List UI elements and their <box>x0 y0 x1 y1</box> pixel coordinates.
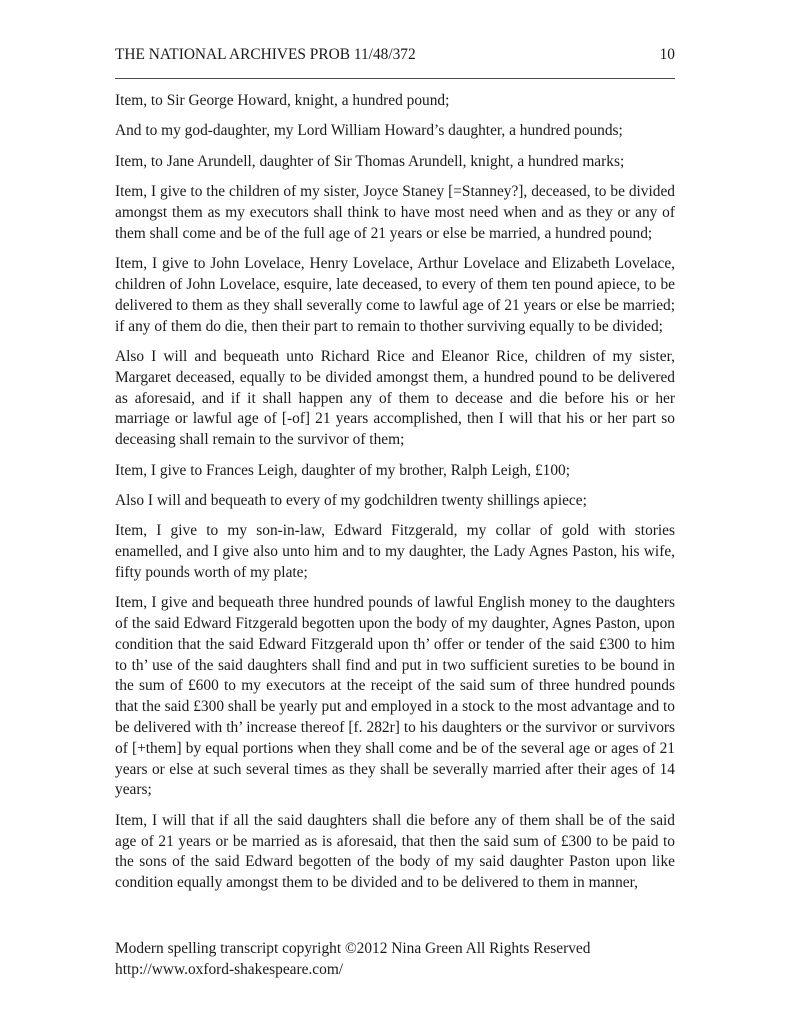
body-paragraph: Item, to Sir George Howard, knight, a hundred pound; <box>115 92 450 109</box>
text-column <box>115 0 675 904</box>
body-paragraph: Item, I give to my son-in-law, Edward Fitzgerald, my collar of gold with stories enamelled, and I give also unto him and to my daughter, the Lady Agnes Paston, his wife, fifty pounds worth of my plate; <box>115 522 675 581</box>
archive-reference: THE NATIONAL ARCHIVES PROB 11/48/372 <box>115 46 416 63</box>
body-paragraph: Also I will and bequeath unto Richard Rice and Eleanor Rice, children of my sister, Margaret deceased, equally to be divided amongst them, a hundred pound to be delivered as aforesaid, and if it shall happen any of them to decease and die before his or her marriage or lawful age of [-of] 21 years accomplished, then I will that his or her part so deceasing shall remain to the survivor of them; <box>115 347 675 449</box>
body-paragraph: Item, to Jane Arundell, daughter of Sir Thomas Arundell, knight, a hundred marks; <box>115 152 625 170</box>
footer-copyright: Modern spelling transcript copyright ©2012 Nina Green All Rights Reserved <box>115 940 591 957</box>
page-header <box>115 0 675 65</box>
body-paragraph: Item, I give and bequeath three hundred pounds of lawful English money to the daughters of the said Edward Fitzgerald begotten upon the body of my daughter, Agnes Paston, upon condition that the said Edward Fitzgerald upon th’ offer or tender of the said £300 to him to th’ use of the said daughters shall find and put in two sufficient sureties to be bound in the sum of £600 to my executors at the receipt of the said sum of three hundred pounds that the said £300 shall be yearly put and employed in a stock to the most advantage and to be delivered with th’ increase thereof [f. 282r] to his daughters or the survivor or survivors of [+them] by equal portions when they shall come and be of the several age or ages of 21 years or else at such several times as they shall be severally married after their ages of 14 years; <box>115 594 675 799</box>
body-paragraph: Also I will and bequeath to every of my godchildren twenty shillings apiece; <box>115 491 587 509</box>
body-paragraph: And to my god-daughter, my Lord William Howard’s daughter, a hundred pounds; <box>115 122 623 140</box>
body-paragraph: Item, I will that if all the said daughters shall die before any of them shall be of the said age of 21 years or be married as is aforesaid, that then the said sum of £300 to be paid to the sons of the said Edward begotten of the body of my said daughter Paston upon like condition equally amongst them to be divided and to be delivered to them in manner, <box>115 811 675 892</box>
document-body <box>115 91 675 894</box>
body-paragraph: Item, I give to John Lovelace, Henry Lovelace, Arthur Lovelace and Elizabeth Lovelace, children of John Lovelace, esquire, late deceased, to every of them ten pound apiece, to be delivered to them as they shall severally come to lawful age of 21 years or else be married; if any of them do die, then their part to remain to thother surviving equally to be divided; <box>115 255 675 335</box>
page-footer <box>115 938 675 980</box>
body-paragraph: Item, I give to the children of my sister, Joyce Staney [=Stanney?], deceased, to be divided amongst them as my executors shall think to have most need when and as they or any of them shall come and be of the full age of 21 years or else be married, a hundred pound; <box>115 183 675 242</box>
footer-url: http://www.oxford-shakespeare.com/ <box>115 961 344 978</box>
header-rule <box>115 78 675 79</box>
body-paragraph: Item, I give to Frances Leigh, daughter of my brother, Ralph Leigh, £100; <box>115 461 571 479</box>
page-number: 10 <box>659 46 675 63</box>
